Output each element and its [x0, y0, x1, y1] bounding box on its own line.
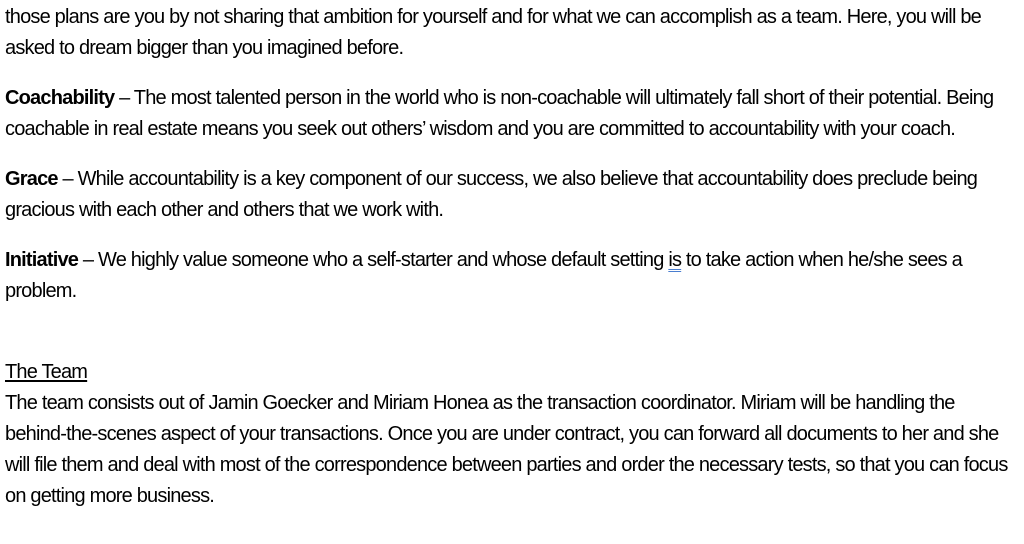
- paragraph-initiative: [5, 245, 1018, 307]
- term-initiative: Initiative: [5, 249, 79, 271]
- term-grace: Grace: [5, 168, 58, 190]
- paragraph-initiative-text-before: – We highly value someone who a self-starter and whose default setting: [82, 249, 669, 271]
- team-section: [5, 357, 1018, 512]
- team-body-paragraph: The team consists out of Jamin Goecker and Miriam Honea as the transaction coordinator. Miriam will be handling the behind-the-scenes aspect of your transactions. Once you are under contract, you can forward all documents to her and she will file them and deal with most of the correspondence between parties and order the necessary tests, so that you can focus on getting more business.: [5, 392, 1008, 507]
- paragraph-coachability: [5, 83, 1018, 145]
- paragraph-intro: those plans are you by not sharing that ambition for yourself and for what we can accomplish as a team. Here, you will be asked to dream bigger than you imagined before.: [5, 6, 981, 59]
- paragraph-coachability-text: – The most talented person in the world who is non-coachable will ultimately fall short of their potential. Being coachable in real estate means you seek out others’ wisdom and you are committed to accountability with your coach.: [5, 87, 994, 140]
- paragraph-grace-text: – While accountability is a key component of our success, we also believe that accountability does preclude being gracious with each other and others that we work with.: [5, 168, 978, 221]
- paragraph-grace: [5, 164, 1018, 226]
- team-heading: The Team: [5, 361, 88, 383]
- term-coachability: Coachability: [5, 87, 115, 109]
- grammar-flagged-word: is: [668, 249, 682, 271]
- paragraph-initiative-text-after: to take action when he/she sees a problem.: [5, 249, 962, 302]
